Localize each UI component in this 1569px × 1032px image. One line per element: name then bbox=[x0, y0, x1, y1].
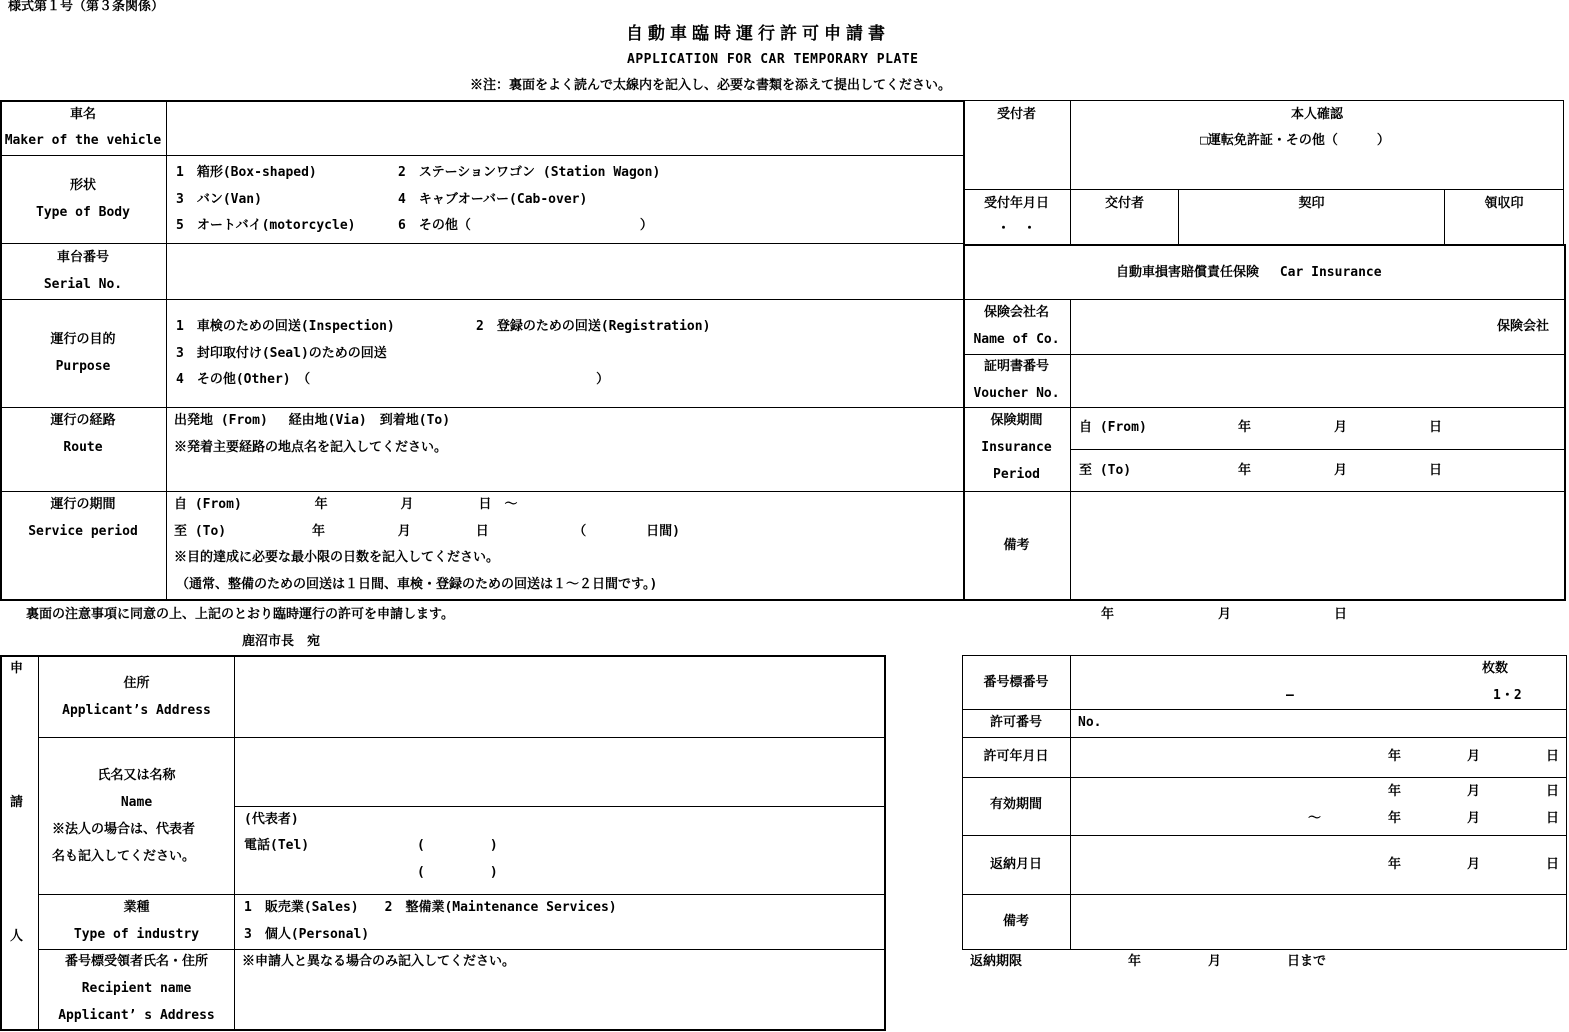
instructions-note: ※注：裏面をよく読んで太線内を記入し、必要な書類を添えて提出してください。 bbox=[470, 78, 952, 93]
declaration-month: 月 bbox=[1218, 607, 1232, 622]
insurance-company-label: 保険会社名 bbox=[983, 305, 1049, 320]
voucher-label: 証明書番号 bbox=[983, 359, 1049, 374]
body-option-cab-over[interactable]: 4 キャブオーバー(Cab-over) bbox=[398, 192, 588, 207]
route-label-english: Route bbox=[63, 440, 103, 455]
declaration-text: 裏面の注意事項に同意の上、上記のとおり臨時運行の許可を申請します。 bbox=[26, 607, 454, 622]
form-number: 様式第１号（第３条関係） bbox=[8, 0, 165, 14]
name-note-2: 名も記入してください。 bbox=[52, 849, 196, 864]
industry-option-personal[interactable]: 3 個人(Personal) bbox=[244, 927, 370, 942]
permit-date-day: 日 bbox=[1546, 749, 1560, 764]
plate-number-label: 番号標番号 bbox=[983, 675, 1049, 690]
validity-from-year: 年 bbox=[1388, 784, 1402, 799]
insurance-title: 自動車損害賠償責任保険 Car Insurance bbox=[1116, 265, 1382, 280]
validity-to-day: 日 bbox=[1546, 811, 1560, 826]
service-period-note: ※目的達成に必要な最小限の日数を記入してください。 bbox=[174, 550, 500, 565]
name-label-english: Name bbox=[120, 795, 153, 810]
maker-input[interactable] bbox=[168, 102, 963, 154]
insurance-from-label: 自 (From) bbox=[1079, 420, 1147, 435]
return-deadline-month: 月 bbox=[1208, 954, 1222, 969]
voucher-label-english: Voucher No. bbox=[973, 386, 1060, 401]
return-deadline-year: 年 bbox=[1128, 954, 1142, 969]
insurance-remarks-label: 備考 bbox=[1003, 538, 1030, 553]
insurance-from-year: 年 bbox=[1238, 420, 1252, 435]
insurance-period-label-english: Insurance bbox=[981, 440, 1052, 455]
insurance-from-month: 月 bbox=[1334, 420, 1348, 435]
issuer-label: 交付者 bbox=[1104, 196, 1144, 211]
applicant-side-label-2: 請 bbox=[10, 795, 24, 810]
form-title: 自動車臨時運行許可申請書 bbox=[626, 24, 890, 44]
plate-number-dash: ― bbox=[1286, 688, 1294, 703]
industry-options[interactable]: 1 販売業(Sales) 2 整備業(Maintenance Services) bbox=[244, 900, 617, 915]
route-fields[interactable]: 出発地 (From) 経由地(Via) 到着地(To) bbox=[174, 413, 451, 428]
permit-number-prefix: No. bbox=[1078, 715, 1102, 730]
route-label: 運行の経路 bbox=[50, 413, 116, 428]
body-type-label: 形状 bbox=[69, 178, 96, 193]
recipient-note: ※申請人と異なる場合のみ記入してください。 bbox=[242, 954, 516, 969]
validity-to-month: 月 bbox=[1467, 811, 1481, 826]
receiver-label: 受付者 bbox=[996, 107, 1036, 122]
maker-label-english: Maker of the vehicle bbox=[4, 133, 162, 148]
permit-number-label: 許可番号 bbox=[989, 715, 1042, 730]
insurance-period-label: 保険期間 bbox=[990, 413, 1043, 428]
industry-label-english: Type of industry bbox=[73, 927, 200, 942]
declaration-day: 日 bbox=[1334, 607, 1348, 622]
tel-input-1[interactable]: ( ) bbox=[417, 838, 498, 853]
serial-label-english: Serial No. bbox=[43, 277, 123, 292]
route-note: ※発着主要経路の地点名を記入してください。 bbox=[174, 440, 448, 455]
permit-remarks-input[interactable] bbox=[1072, 896, 1565, 948]
purpose-label: 運行の目的 bbox=[50, 332, 116, 347]
return-date-label: 返納月日 bbox=[989, 857, 1042, 872]
identity-check-options[interactable]: □運転免許証・その他（ ） bbox=[1200, 133, 1390, 148]
body-option-van[interactable]: 3 バン(Van) bbox=[176, 192, 262, 207]
purpose-option-registration[interactable]: 2 登録のための回送(Registration) bbox=[476, 319, 711, 334]
receipt-date-dots: ・ ・ bbox=[996, 221, 1036, 236]
insurance-company-label-english: Name of Co. bbox=[973, 332, 1060, 347]
return-date-month: 月 bbox=[1467, 857, 1481, 872]
validity-from-day: 日 bbox=[1546, 784, 1560, 799]
serial-input[interactable] bbox=[168, 245, 963, 298]
body-option-motorcycle[interactable]: 5 オートバイ(motorcycle) bbox=[176, 218, 356, 233]
address-input[interactable] bbox=[236, 657, 884, 736]
identity-check-label: 本人確認 bbox=[1290, 107, 1343, 122]
service-period-note-detail: （通常、整備のための回送は１日間、車検・登録のための回送は１～２日間です。) bbox=[176, 577, 658, 592]
body-option-box-shaped[interactable]: 1 箱形(Box-shaped) bbox=[176, 165, 317, 180]
service-period-from[interactable]: 自 (From) 年 月 日 ～ bbox=[174, 497, 518, 512]
validity-label: 有効期間 bbox=[989, 797, 1042, 812]
recipient-label-english: Recipient name bbox=[81, 981, 192, 996]
declaration-year: 年 bbox=[1101, 607, 1115, 622]
plate-count-value[interactable]: 1・2 bbox=[1493, 688, 1522, 703]
voucher-input[interactable] bbox=[1072, 356, 1563, 406]
validity-from-month: 月 bbox=[1467, 784, 1481, 799]
address-label: 住所 bbox=[123, 676, 150, 691]
tel-label: 電話(Tel) bbox=[244, 838, 310, 853]
name-note: ※法人の場合は、代表者 bbox=[52, 822, 196, 837]
addressee: 鹿沼市長 宛 bbox=[242, 634, 321, 649]
permit-remarks-label: 備考 bbox=[1002, 914, 1029, 929]
purpose-option-inspection[interactable]: 1 車検のための回送(Inspection) bbox=[176, 319, 395, 334]
purpose-option-other[interactable]: 4 その他(Other) （ ） bbox=[176, 372, 610, 387]
return-deadline-until: 日まで bbox=[1287, 954, 1327, 969]
return-date-day: 日 bbox=[1546, 857, 1560, 872]
seal-label: 契印 bbox=[1298, 196, 1325, 211]
insurance-to-month: 月 bbox=[1334, 463, 1348, 478]
purpose-option-seal[interactable]: 3 封印取付け(Seal)のための回送 bbox=[176, 346, 387, 361]
return-deadline-label: 返納期限 bbox=[970, 954, 1023, 969]
tel-input-2[interactable]: ( ) bbox=[417, 865, 498, 880]
insurance-to-year: 年 bbox=[1238, 463, 1252, 478]
representative-label: (代表者) bbox=[244, 812, 299, 827]
validity-tilde: ～ bbox=[1308, 811, 1322, 826]
insurance-from-day: 日 bbox=[1429, 420, 1443, 435]
body-option-station-wagon[interactable]: 2 ステーションワゴン (Station Wagon) bbox=[398, 165, 661, 180]
service-period-label: 運行の期間 bbox=[50, 497, 116, 512]
insurance-period-label-english-2: Period bbox=[993, 467, 1040, 482]
form-title-english: APPLICATION FOR CAR TEMPORARY PLATE bbox=[627, 52, 919, 67]
recipient-label: 番号標受領者氏名・住所 bbox=[64, 954, 208, 969]
permit-date-label: 許可年月日 bbox=[983, 749, 1049, 764]
validity-to-year: 年 bbox=[1388, 811, 1402, 826]
maker-label: 車名 bbox=[69, 107, 96, 122]
plate-count-label: 枚数 bbox=[1482, 661, 1509, 676]
purpose-label-english: Purpose bbox=[55, 359, 111, 374]
insurance-company-suffix: 保険会社 bbox=[1497, 319, 1550, 334]
recipient-label-english-2: Applicant’ s Address bbox=[58, 1008, 215, 1023]
return-date-year: 年 bbox=[1388, 857, 1402, 872]
body-option-other[interactable]: 6 その他（ ） bbox=[398, 218, 653, 233]
name-label: 氏名又は名称 bbox=[97, 768, 176, 783]
applicant-side-label-1: 申 bbox=[10, 661, 24, 676]
insurance-to-label: 至 (To) bbox=[1079, 463, 1132, 478]
body-type-label-english: Type of Body bbox=[36, 205, 130, 220]
name-input[interactable] bbox=[236, 739, 884, 805]
receipt-date-label: 受付年月日 bbox=[983, 196, 1049, 211]
industry-label: 業種 bbox=[123, 900, 150, 915]
service-period-to[interactable]: 至 (To) 年 月 日 （ 日間) bbox=[174, 524, 680, 539]
serial-label: 車台番号 bbox=[56, 250, 109, 265]
permit-date-month: 月 bbox=[1467, 749, 1481, 764]
permit-date-year: 年 bbox=[1388, 749, 1402, 764]
address-label-english: Applicant’s Address bbox=[62, 703, 211, 718]
insurance-to-day: 日 bbox=[1429, 463, 1443, 478]
service-period-label-english: Service period bbox=[28, 524, 138, 539]
receipt-seal-label: 領収印 bbox=[1484, 196, 1524, 211]
applicant-side-label-3: 人 bbox=[10, 929, 24, 944]
insurance-remarks-input[interactable] bbox=[1072, 493, 1563, 599]
